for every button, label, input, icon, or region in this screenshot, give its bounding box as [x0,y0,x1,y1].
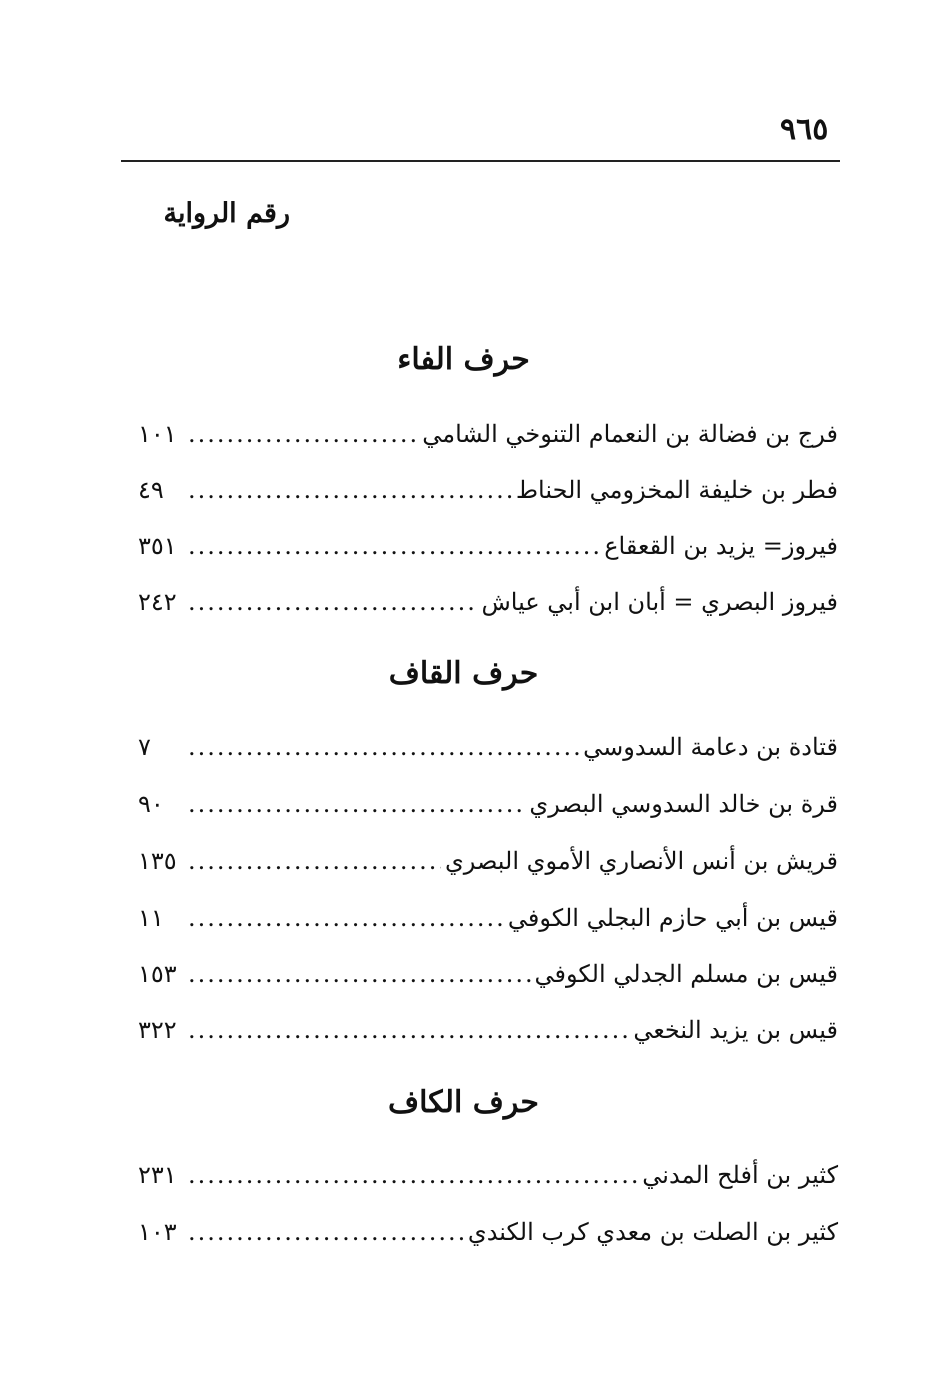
entry-dots [188,1218,464,1246]
entry-number: ١٠١ [138,420,177,448]
section-heading-kaf: حرف الكاف [388,1085,539,1120]
entry-number: ٣٢٢ [138,1016,177,1044]
index-entry [138,847,838,887]
entry-dots [188,476,512,504]
entry-number: ٤٩ [138,476,164,504]
index-entry [138,420,838,460]
index-entry [138,960,838,1000]
section-heading-faa: حرف الفاء [397,342,530,377]
entry-name: قيس بن مسلم الجدلي الكوفي [534,960,838,988]
header-rule [121,160,840,162]
entry-name: قيس بن يزيد النخعي [633,1016,838,1044]
column-heading: رقم الرواية [163,198,290,229]
entry-dots [188,588,477,616]
index-entry [138,1218,838,1258]
index-entry [138,790,838,830]
entry-number: ٩٠ [138,790,164,818]
entry-dots [188,1161,638,1189]
entry-name: كثير بن الصلت بن معدي كرب الكندي [467,1218,838,1246]
entry-name: قتادة بن دعامة السدوسي [583,733,838,761]
entry-dots [188,420,418,448]
index-entry [138,1016,838,1056]
entry-name: كثير بن أفلح المدني [642,1161,838,1189]
entry-name: قيس بن أبي حازم البجلي الكوفي [507,904,838,932]
entry-name: فرج بن فضالة بن النعمام التنوخي الشامي [422,420,838,448]
entry-number: ٣٥١ [138,532,177,560]
entry-name: قريش بن أنس الأنصاري الأموي البصري [444,847,838,875]
entry-number: ٢٤٢ [138,588,177,616]
entry-dots [188,532,600,560]
index-entry [138,733,838,773]
entry-number: ١٥٣ [138,960,177,988]
entry-name: فيروز البصري = أبان ابن أبي عياش [481,588,838,616]
index-entry [138,476,838,516]
entry-name: فيروز= يزيد بن القعقاع [604,532,838,560]
entry-dots [188,1016,629,1044]
index-entry [138,1161,838,1201]
entry-number: ١١ [138,904,164,932]
entry-name: فطر بن خليفة المخزومي الحناط [515,476,838,504]
entry-dots [188,733,579,761]
entry-name: قرة بن خالد السدوسي البصري [529,790,838,818]
entry-number: ٢٣١ [138,1161,177,1189]
entry-dots [188,790,525,818]
entry-dots [188,904,504,932]
entry-dots [188,960,531,988]
entry-number: ١٠٣ [138,1218,177,1246]
section-heading-qaf: حرف القاف [388,656,539,691]
entry-number: ١٣٥ [138,847,177,875]
entry-dots [188,847,441,875]
index-entry [138,588,838,628]
entry-number: ٧ [138,733,151,761]
index-entry [138,532,838,572]
index-entry [138,904,838,944]
page-number: ٩٦٥ [780,112,829,147]
